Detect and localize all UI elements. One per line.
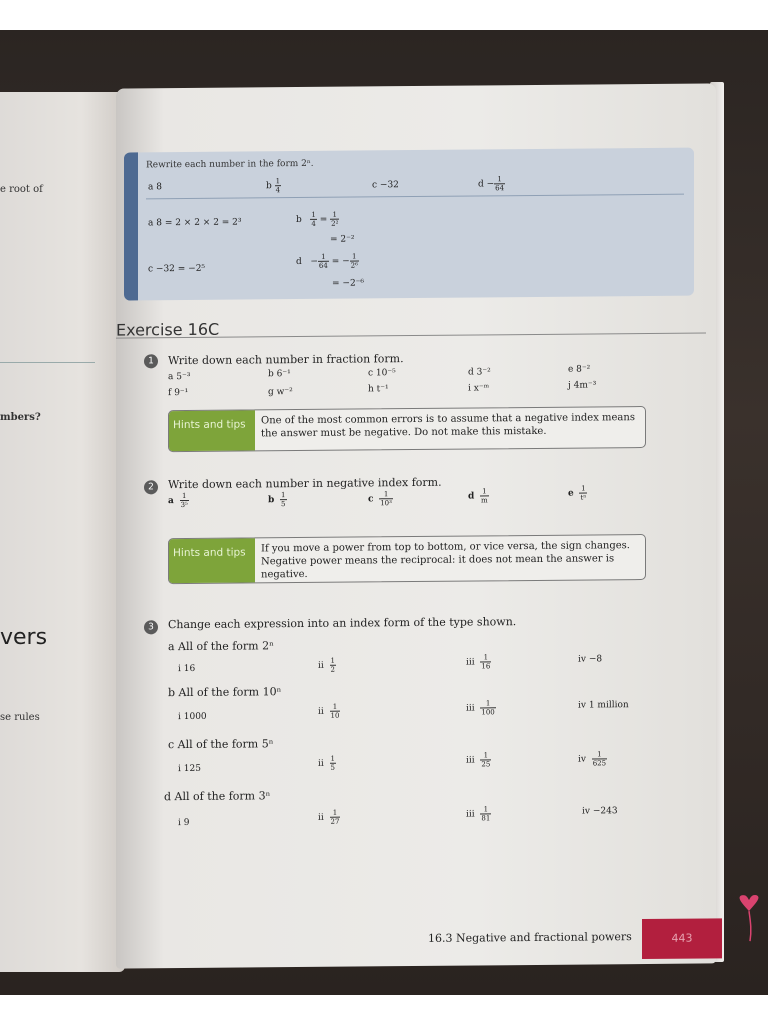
q1-part-f: f 9⁻¹ xyxy=(168,387,189,399)
example-question-c: c −32 xyxy=(372,180,399,191)
example-answer-a: a 8 = 2 × 2 × 2 = 2³ xyxy=(148,217,242,229)
q2-part-b: b $\frac{1}{5}$ xyxy=(268,491,286,509)
photo-background xyxy=(0,30,768,995)
example-box xyxy=(124,148,694,301)
q3-group-b-heading: b All of the form 10ⁿ xyxy=(168,685,282,700)
example-answer-c: c −32 = −2⁵ xyxy=(148,263,206,275)
q3-c-ii: ii $\frac{1}{5}$ xyxy=(318,754,335,772)
q3-a-iii: iii $\frac{1}{16}$ xyxy=(466,653,491,671)
q1-part-h: h t⁻¹ xyxy=(368,384,389,395)
left-page-heading: vers xyxy=(0,625,48,650)
textbook-page xyxy=(116,83,716,968)
hints-and-tips-box xyxy=(168,406,646,452)
page-number: 443 xyxy=(642,918,722,959)
hint-label: Hints and tips xyxy=(169,538,255,583)
example-question-d: d − $\frac{1}{64}$ xyxy=(478,175,505,193)
example-answer-d-line2: = −2⁻⁶ xyxy=(332,278,365,289)
q3-d-ii: ii $\frac{1}{27}$ xyxy=(318,808,340,826)
q1-part-g: g w⁻² xyxy=(268,387,293,398)
q3-d-i: i 9 xyxy=(178,817,190,829)
q3-b-ii: ii $\frac{1}{10}$ xyxy=(318,702,340,720)
q3-group-a-heading: a All of the form 2ⁿ xyxy=(168,639,274,654)
q2-part-d: d $\frac{1}{m}$ xyxy=(468,487,488,505)
example-separator xyxy=(146,194,684,200)
exercise-title: Exercise 16C xyxy=(116,319,220,340)
q1-part-c: c 10⁻⁵ xyxy=(368,368,396,379)
q3-c-iii: iii $\frac{1}{25}$ xyxy=(466,751,491,769)
q2-part-e: e $\frac{1}{\text{tⁿ}}$ xyxy=(568,484,587,502)
q3-a-i: i 16 xyxy=(178,663,196,675)
example-answer-d: d − $\frac{1}{64}$ = − $\frac{1}{\text{2⁶}}$ xyxy=(296,252,358,270)
hint-text: One of the most common errors is to assume that a negative index means the answer must be negative. Do not make this mistake. xyxy=(261,412,635,440)
q3-a-iv: iv −8 xyxy=(578,654,603,665)
question-1-prompt: Write down each number in fraction form. xyxy=(168,352,404,368)
hints-and-tips-box xyxy=(168,534,646,584)
q3-b-i: i 1000 xyxy=(178,711,207,723)
example-tab xyxy=(124,152,138,300)
example-answer-b-line2: = 2⁻² xyxy=(330,234,355,245)
left-page xyxy=(0,92,125,972)
left-page-snippet: e root of xyxy=(0,184,43,195)
q3-c-i: i 125 xyxy=(178,763,201,775)
example-question-a: a 8 xyxy=(148,182,162,193)
example-heading: Rewrite each number in the form 2ⁿ. xyxy=(146,158,314,171)
question-number-badge: 2 xyxy=(144,480,158,494)
q3-b-iii: iii $\frac{1}{100}$ xyxy=(466,699,495,717)
q1-part-d: d 3⁻² xyxy=(468,367,491,378)
question-2-prompt: Write down each number in negative index form. xyxy=(168,475,442,492)
q3-c-iv: iv $\frac{1}{625}$ xyxy=(578,750,607,768)
q1-part-i: i x⁻ᵐ xyxy=(468,383,490,394)
q1-part-j: j 4m⁻³ xyxy=(568,380,597,391)
q1-part-a: a 5⁻³ xyxy=(168,371,191,383)
q2-part-a: a $\frac{1}{\text{3⁵}}$ xyxy=(168,492,188,510)
hint-label: Hints and tips xyxy=(169,410,255,451)
section-footer: 16.3 Negative and fractional powers xyxy=(428,930,632,945)
left-page-snippet: se rules xyxy=(0,712,40,723)
q3-group-c-heading: c All of the form 5ⁿ xyxy=(168,737,274,752)
question-3-prompt: Change each expression into an index form of the type shown. xyxy=(168,615,517,632)
question-number-badge: 1 xyxy=(144,354,158,368)
example-answer-b: b $\frac{1}{4}$ = $\frac{1}{\text{2²}}$ xyxy=(296,210,339,228)
q3-group-d-heading: d All of the form 3ⁿ xyxy=(164,789,271,804)
q3-b-iv: iv 1 million xyxy=(578,700,629,711)
q2-part-c: c $\frac{1}{\text{10³}}$ xyxy=(368,490,392,508)
left-page-snippet: mbers? xyxy=(0,412,41,423)
q3-d-iv: iv −243 xyxy=(582,806,618,817)
q3-d-iii: iii $\frac{1}{81}$ xyxy=(466,805,491,823)
hint-text: If you move a power from top to bottom, or vice versa, the sign changes. Negative power means the reciprocal: it does not mean the answer is negative. xyxy=(261,540,630,581)
q1-part-b: b 6⁻¹ xyxy=(268,369,291,380)
q3-a-ii: ii $\frac{1}{2}$ xyxy=(318,656,335,674)
heart-doodle-icon xyxy=(738,895,760,945)
example-question-b: b $\frac{1}{4}$ xyxy=(266,177,281,195)
q1-part-e: e 8⁻² xyxy=(568,364,591,375)
divider xyxy=(0,362,95,363)
question-number-badge: 3 xyxy=(144,620,158,634)
